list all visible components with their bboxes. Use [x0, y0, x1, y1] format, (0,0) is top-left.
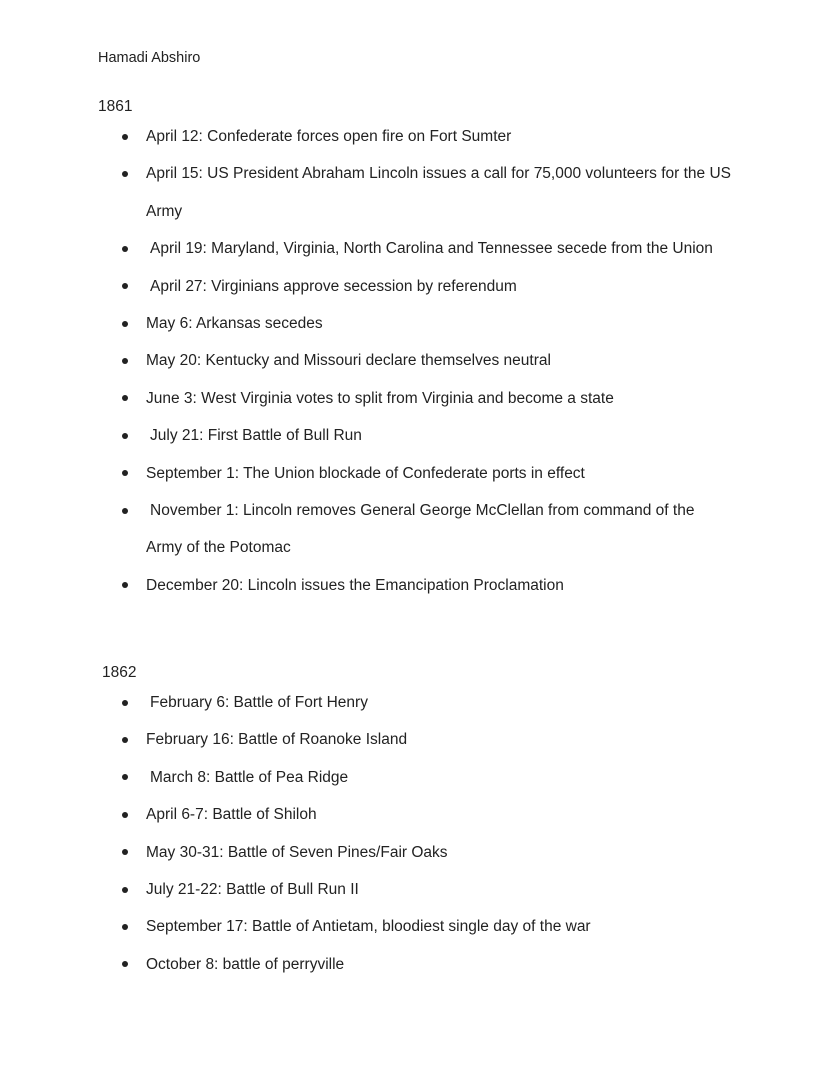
- timeline-entry-text: September 1: The Union blockade of Confederate ports in effect: [146, 464, 585, 482]
- timeline-entry: [0, 834, 828, 871]
- bullet-icon: [122, 887, 128, 893]
- timeline-entry: [0, 305, 828, 342]
- timeline-entry-text: March 8: Battle of Pea Ridge: [150, 768, 349, 786]
- year-heading-1861: 1861: [98, 98, 133, 115]
- bullet-icon: [122, 395, 128, 401]
- timeline-entry: [0, 417, 828, 454]
- timeline-entry: [0, 721, 828, 758]
- timeline-entry: [0, 796, 828, 833]
- bullet-icon: [122, 283, 128, 289]
- timeline-entry-text: May 20: Kentucky and Missouri declare themselves neutral: [146, 352, 551, 370]
- timeline-entry: [0, 492, 828, 567]
- author-name: Hamadi Abshiro: [98, 50, 201, 66]
- timeline-entry-text: April 12: Confederate forces open fire on Fort Sumter: [146, 128, 512, 145]
- timeline-entry: [0, 946, 828, 983]
- timeline-entry-text: April 27: Virginians approve secession by referendum: [150, 277, 517, 295]
- timeline-entry-text: December 20: Lincoln issues the Emancipation Proclamation: [146, 576, 564, 594]
- bullet-icon: [122, 358, 128, 364]
- timeline-entry-text: April 19: Maryland, Virginia, North Carolina and Tennessee secede from the Union: [150, 240, 713, 258]
- bullet-icon: [122, 171, 128, 177]
- timeline-entry: [0, 684, 828, 721]
- bullet-icon: [122, 924, 128, 930]
- bullet-icon: [122, 508, 128, 514]
- timeline-entry-text: November 1: Lincoln removes General George McClellan from command of the Army of the Potomac: [146, 502, 695, 557]
- timeline-entry-text: September 17: Battle of Antietam, bloodiest single day of the war: [146, 918, 591, 936]
- timeline-entry: [0, 118, 828, 155]
- timeline-entry: [0, 380, 828, 417]
- timeline-entry-text: October 8: battle of perryville: [146, 955, 345, 973]
- bullet-icon: [122, 700, 128, 706]
- timeline-entry-text: July 21-22: Battle of Bull Run II: [146, 881, 359, 899]
- bullet-icon: [122, 470, 128, 476]
- timeline-entry-text: February 6: Battle of Fort Henry: [150, 694, 368, 711]
- timeline-list-1862: [0, 684, 828, 983]
- year-heading-1862: 1862: [102, 664, 137, 681]
- bullet-icon: [122, 849, 128, 855]
- bullet-icon: [122, 812, 128, 818]
- timeline-entry: [0, 908, 828, 945]
- bullet-icon: [122, 246, 128, 252]
- timeline-entry-text: February 16: Battle of Roanoke Island: [146, 731, 408, 749]
- timeline-entry-text: July 21: First Battle of Bull Run: [150, 427, 362, 445]
- timeline-entry: [0, 230, 828, 267]
- timeline-entry: [0, 342, 828, 379]
- bullet-icon: [122, 321, 128, 327]
- timeline-entry: [0, 268, 828, 305]
- bullet-icon: [122, 961, 128, 967]
- timeline-entry-text: May 6: Arkansas secedes: [146, 315, 323, 333]
- timeline-entry: [0, 155, 828, 230]
- bullet-icon: [122, 433, 128, 439]
- timeline-entry-text: April 15: US President Abraham Lincoln issues a call for 75,000 volunteers for the US Army: [146, 165, 732, 220]
- timeline-entry-text: May 30-31: Battle of Seven Pines/Fair Oaks: [146, 843, 448, 861]
- timeline-entry: [0, 567, 828, 604]
- timeline-entry: [0, 871, 828, 908]
- bullet-icon: [122, 582, 128, 588]
- timeline-entry-text: April 6-7: Battle of Shiloh: [146, 806, 317, 824]
- timeline-list-1861: [0, 118, 828, 604]
- timeline-entry-text: June 3: West Virginia votes to split from Virginia and become a state: [146, 389, 614, 407]
- timeline-entry: [0, 759, 828, 796]
- timeline-entry: [0, 455, 828, 492]
- bullet-icon: [122, 737, 128, 743]
- bullet-icon: [122, 134, 128, 140]
- bullet-icon: [122, 774, 128, 780]
